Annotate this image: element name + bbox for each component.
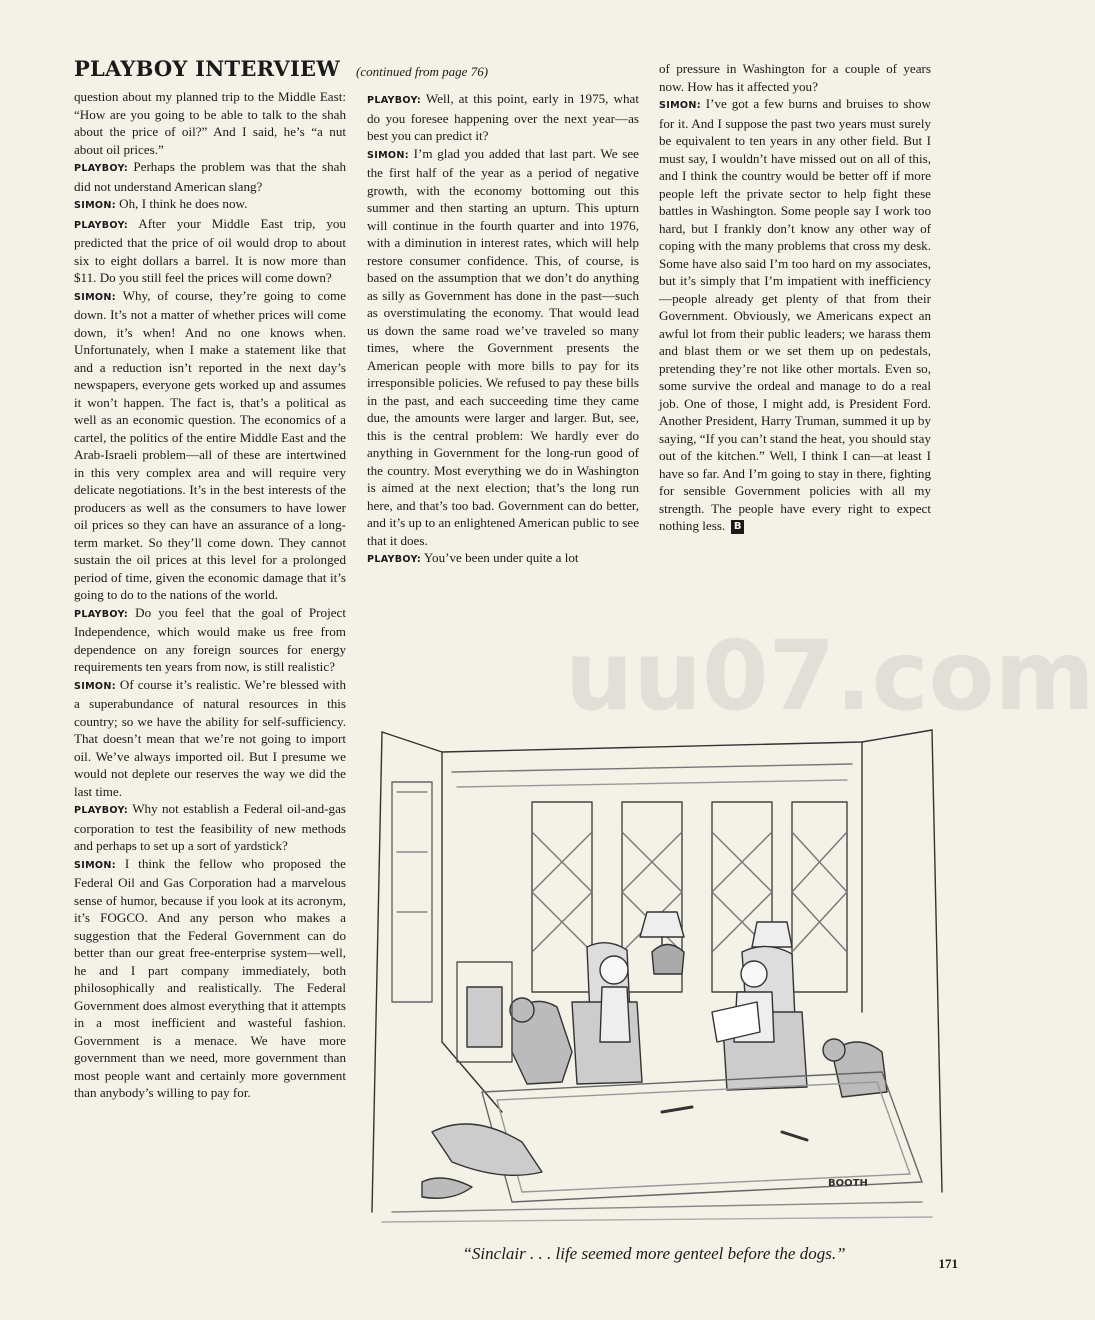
- interview-paragraph: [367, 549, 639, 569]
- paragraph-text: Perhaps the problem was that the shah did not understand American slang?: [74, 159, 346, 194]
- interview-paragraph: [74, 287, 346, 604]
- interview-paragraph: [74, 676, 346, 801]
- end-of-article-mark: B: [731, 520, 744, 534]
- paragraph-text: Of course it’s realistic. We’re blessed with a superabundance of natural resources in this country; so we have the ability for self-sufficiency. That doesn’t mean that we’re not going to import oil. We’ve always imported oil. But I presume we would not deplete our reserves the way we did the last time.: [74, 676, 346, 799]
- speaker-label: PLAYBOY:: [367, 554, 422, 565]
- interview-paragraph: [74, 855, 346, 1102]
- interview-paragraph: [74, 604, 346, 676]
- speaker-label: SIMON:: [74, 859, 116, 871]
- watermark: uu07.com: [565, 620, 1095, 732]
- interview-paragraph: [74, 195, 346, 215]
- interview-paragraph: [74, 88, 346, 158]
- speaker-label: PLAYBOY:: [74, 163, 129, 174]
- paragraph-text: of pressure in Washington for a couple of years now. How has it affected you?: [659, 61, 931, 94]
- paragraph-text: Oh, I think he does now.: [119, 196, 248, 211]
- paragraph-text: question about my planned trip to the Middle East: “How are you going to be able to talk to the shah about the price of oil?” And I said, he’s “a nut about oil prices.”: [74, 89, 346, 157]
- interview-paragraph: [659, 95, 931, 535]
- cartoon-illustration: [362, 712, 946, 1232]
- paragraph-text: Why not establish a Federal oil-and-gas corporation to test the feasibility of new methods and perhaps to set up a sort of yardstick?: [74, 801, 346, 853]
- text-column-2: [367, 90, 639, 690]
- text-column-1: [74, 88, 346, 1268]
- header-continued-note: (continued from page 76): [356, 64, 489, 79]
- paragraph-text: Well, at this point, early in 1975, what do you foresee happening over the next year—as best you can predict it?: [367, 91, 639, 143]
- speaker-label: SIMON:: [367, 149, 409, 161]
- cartoon-caption: “Sinclair . . . life seemed more genteel before the dogs.”: [462, 1244, 846, 1263]
- cartoonist-signature: BOOTH: [828, 1178, 868, 1189]
- speaker-label: PLAYBOY:: [74, 805, 129, 816]
- paragraph-text: I’m glad you added that last part. We see the first half of the year as a period of negative growth, with the economy bottoming out this summer and then starting an upturn. This upturn will continue in the fourth quarter and into 1976, with a diminution in interest rates, which will help restore consumer confidence. This, of course, is based on the assumption that we don’t do anything as silly as Government has done in the past—such as overstimulating the economy. That would lead us down the same road we’ve traveled so many times, where the Government presents the American people with more bills to pay for its irresponsible policies. We refused to pay these bills in the past, and each succeeding time they came due, the amounts were larger and larger. But, see, this is the central problem: We hardly ever do anything in Government for the long-run good of the country. Most everything we do in Washington is aimed at the next election; that’s the long run here, and that’s too bad. Government can do better, and it’s up to an enlightened American public to see that it does.: [367, 145, 639, 548]
- interview-paragraph: [659, 60, 931, 95]
- text-column-3: [659, 60, 931, 680]
- speaker-label: SIMON:: [74, 291, 116, 303]
- speaker-label: PLAYBOY:: [367, 95, 422, 106]
- interview-paragraph: [74, 158, 346, 195]
- interview-paragraph: [74, 215, 346, 287]
- page-number: 171: [938, 1256, 958, 1271]
- speaker-label: SIMON:: [74, 680, 116, 692]
- speaker-label: PLAYBOY:: [74, 608, 129, 620]
- paragraph-text: I’ve got a few burns and bruises to show for it. And I suppose the past two years must surely be equivalent to ten years in any other field. But I must say, I wouldn’t have missed out on all of this, and I think the country would be better off if more people left the private sector to help fight these battles in Washington. Some people say I work too hard, but I frankly don’t know any other way of coping with the many problems that cross my desk. Some have also said I’m too hard on my associates, but it’s simply that I’m impatient with inefficiency—people already get plenty of that from their Government. Obviously, we Americans expect an awful lot from their public leaders; we harass them and blast them or we set them up on pedestals, pretending they’re not like other mortals. Even so, some survive the ordeal and manage to do a real job. One of those, I might add, is President Ford. Another President, Harry Truman, summed it up by saying, “If you can’t stand the heat, you should stay out of the kitchen.” Well, I think I can—at least I have so far. And I’m going to stay in there, fighting for sensible Government policies with all my strength. The people have every right to expect nothing less.: [659, 96, 931, 533]
- paragraph-text: Why, of course, they’re going to come down. It’s not a matter of whether prices will come down, it’s when! And no one knows when. Unfortunately, when I make a statement like that and a reduction isn’t reported in the next day’s newspapers, everyone gets worked up and assumes it won’t happen. The fact is, that’s a political as well as an economic question. The economics of a cartel, the politics of the entire Middle East and the Arab-Israeli problem—all of these are intertwined in this very complex area and will require very delicate negotiations. It’s in the best interests of the producers as well as the consumers to have lower oil prices so they can have an assurance of a long-term market. So they’ll come down. They cannot sustain the oil prices at this level for a prolonged period of time, given the economic damage that it’s going to do to the nations of the world.: [74, 287, 347, 602]
- paragraph-text: After your Middle East trip, you predicted that the price of oil would drop to about six to eight dollars a barrel. It is now more than $11. Do you still feel the prices will come down?: [74, 215, 346, 285]
- interview-paragraph: [74, 800, 346, 855]
- speaker-label: SIMON:: [659, 100, 701, 111]
- paragraph-text: You’ve been under quite a lot: [423, 550, 579, 565]
- paragraph-text: I think the fellow who proposed the Federal Oil and Gas Corporation had a marvelous sense of humor, because if you look at its acronym, it’s FOGCO. And any person who makes a suggestion that the Federal Government can do better than our great free-enterprise system—well, he and I part company immediately, both philosophically and realistically. The Federal Government does almost everything that it attempts in a most inefficient and wasteful fashion. Government is a menace. We have more government than we need, more government than most people want and certainly more government than anybody’s willing to pay for.: [74, 855, 346, 1100]
- interview-paragraph: [367, 145, 639, 550]
- speaker-label: SIMON:: [74, 200, 116, 211]
- speaker-label: PLAYBOY:: [74, 219, 129, 231]
- page-header: [74, 56, 489, 82]
- interview-paragraph: [367, 90, 639, 145]
- paragraph-text: Do you feel that the goal of Project Independence, which would make us free from dependence on any foreign sources for energy requirements ten years from now, is still realistic?: [74, 604, 346, 674]
- header-title: PLAYBOY INTERVIEW: [74, 56, 340, 81]
